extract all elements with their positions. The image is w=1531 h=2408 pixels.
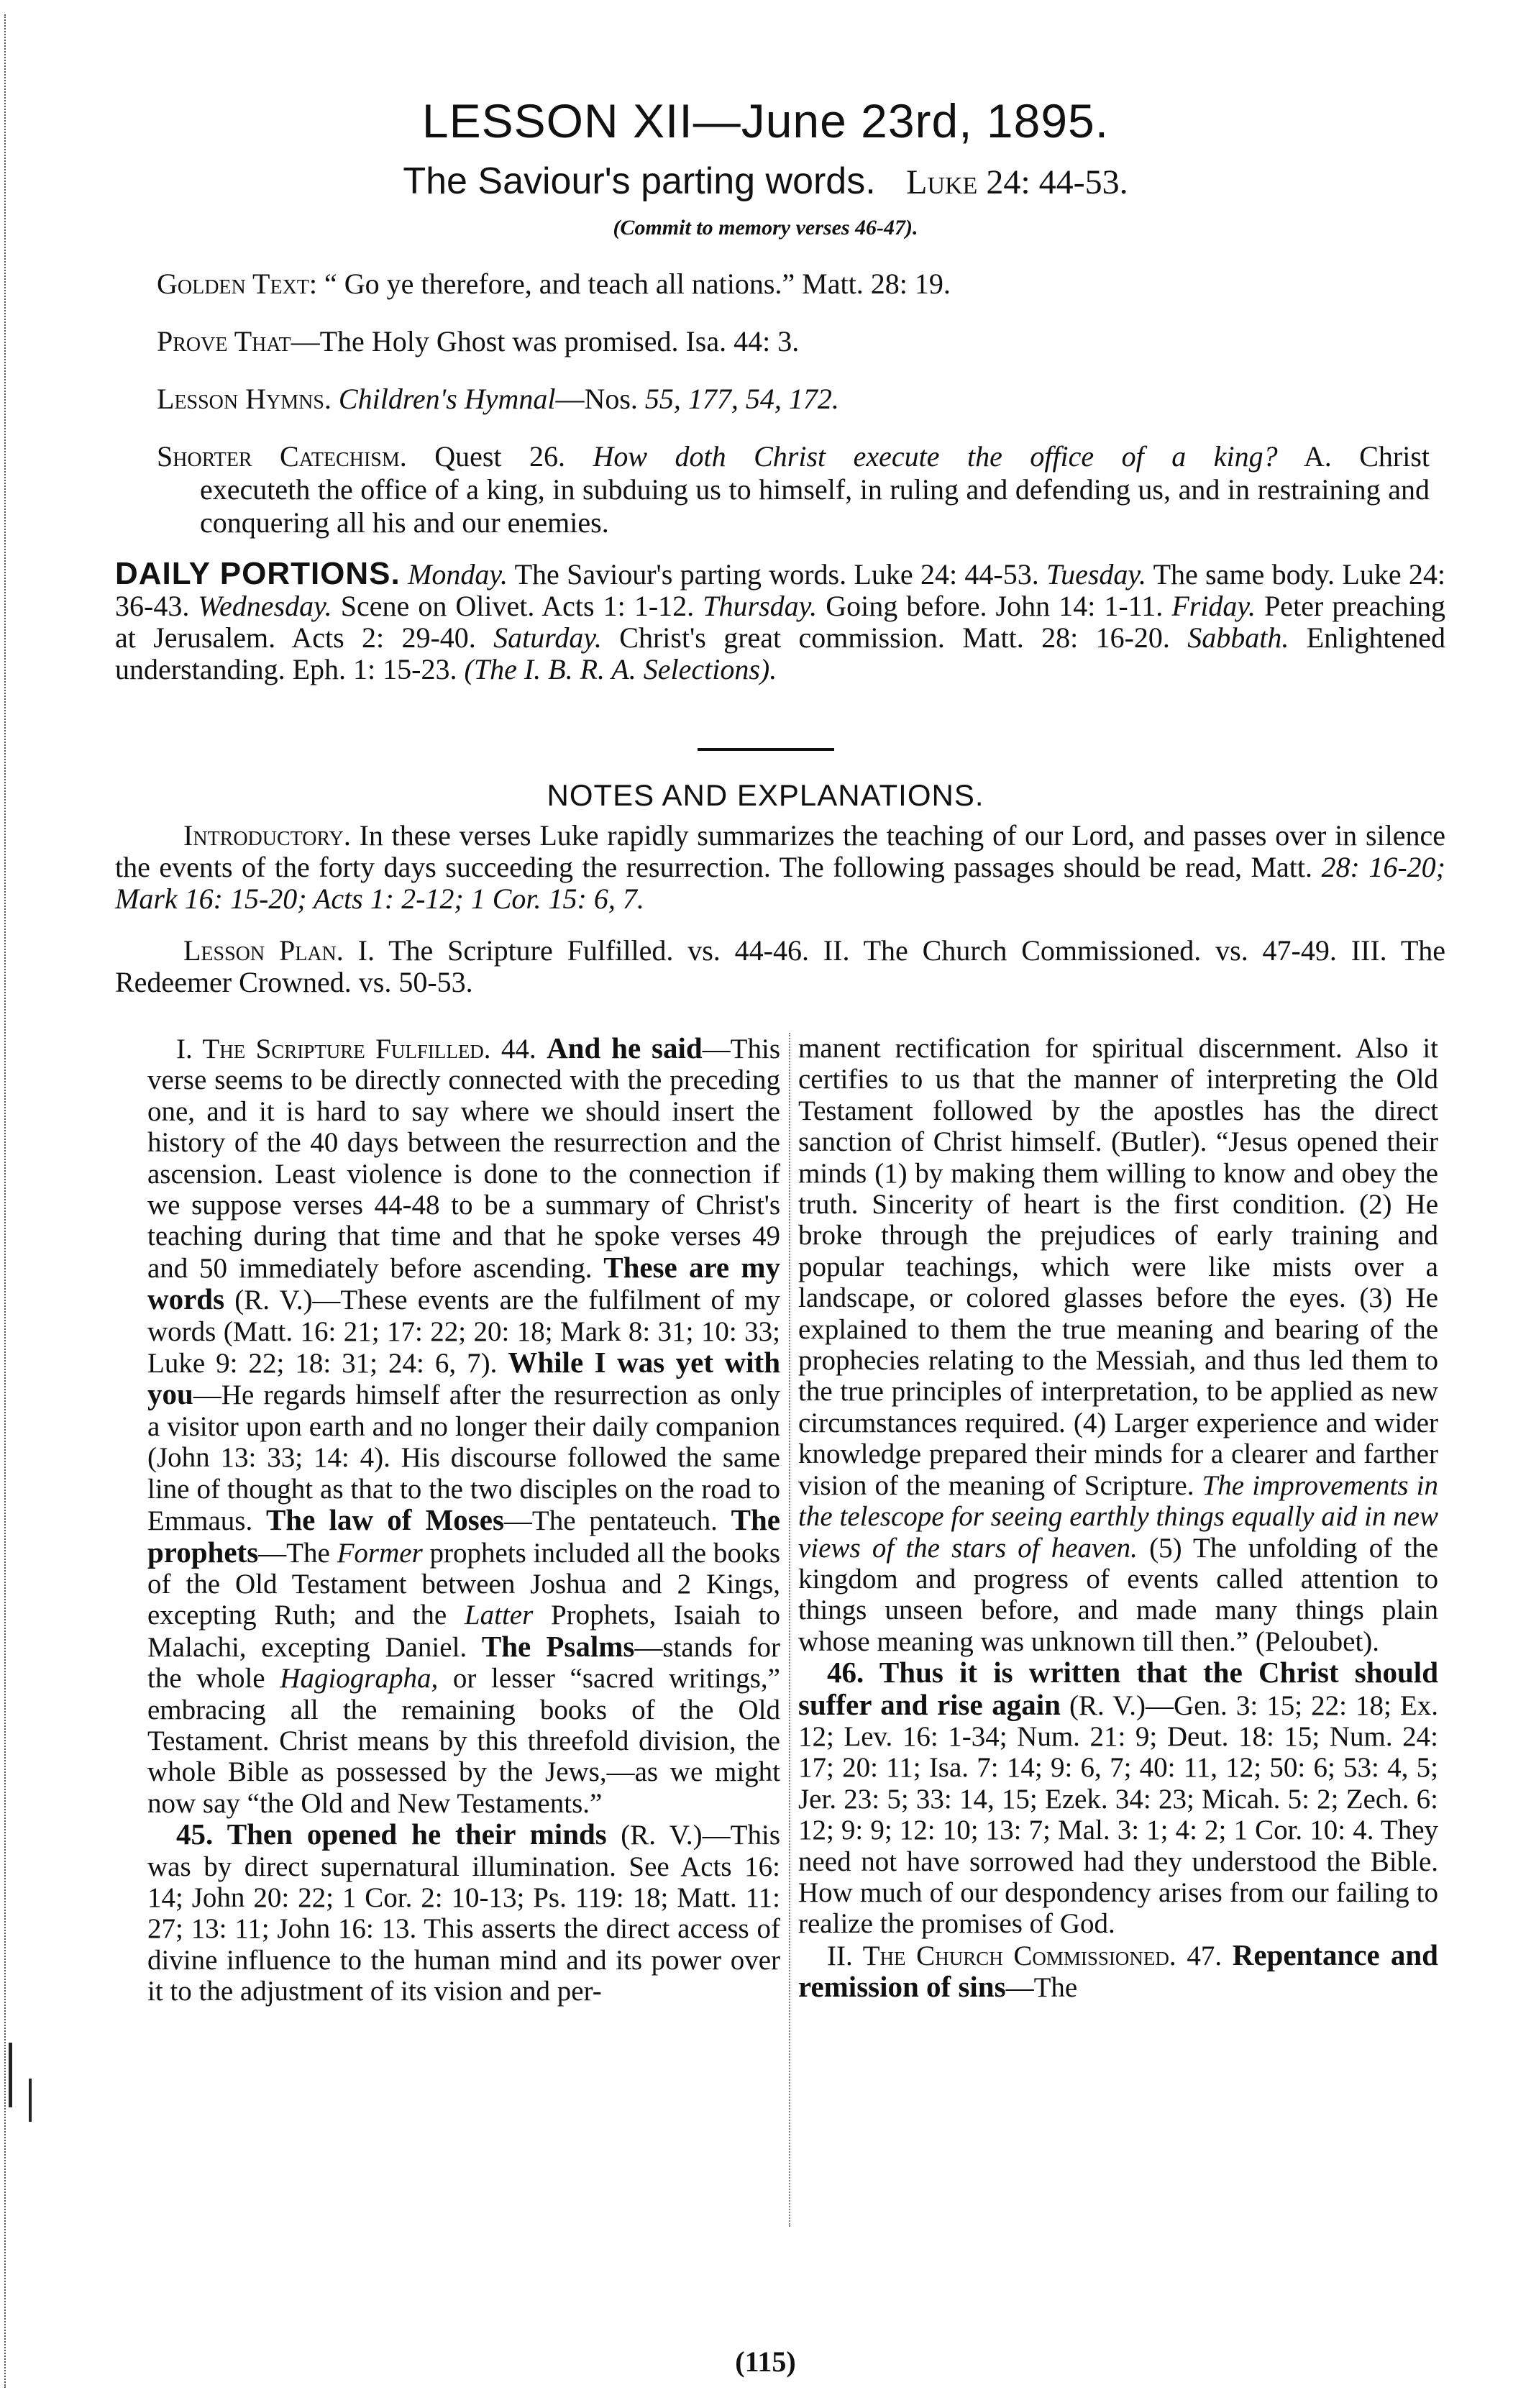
reading-saturday: Christ's great commission. Matt. 28: 16-20. bbox=[619, 621, 1170, 654]
golden-text: : “ Go ye therefore, and teach all nations.” Matt. 28: 19. bbox=[309, 268, 951, 300]
catechism-first-line bbox=[157, 440, 1430, 473]
note-text: —The bbox=[1005, 1972, 1078, 2004]
reading-thursday: Going before. John 14: 1-11. bbox=[826, 590, 1164, 622]
scan-margin-mark bbox=[9, 2043, 12, 2107]
page-number: (115) bbox=[735, 2345, 796, 2378]
introductory-references: 28: 16-20; Mark 16: 15-20; Acts 1: 2-12; 1 Cor. 15: 6, 7. bbox=[115, 851, 1445, 915]
note-italic: Hagiographa, bbox=[280, 1663, 439, 1695]
note-text: —The bbox=[258, 1537, 330, 1569]
commit-note: (Commit to memory verses 46-47). bbox=[613, 216, 918, 240]
note-italic: Latter bbox=[464, 1600, 534, 1631]
note-text: or lesser “sacred writings,” embracing all the remaining books of the Old Testament. Christ means by this threefold division, the whole Bible as possessed by the Jews,—as we might now say “the Old and New Testaments.” bbox=[147, 1663, 780, 1819]
golden-text-line bbox=[157, 268, 1466, 301]
verse-term: While I was yet with you bbox=[147, 1346, 780, 1411]
note-text: Prophets, Isaiah to Malachi, excepting Daniel. bbox=[147, 1600, 780, 1663]
day-thursday: Thursday. bbox=[703, 590, 818, 622]
introductory-paragraph bbox=[115, 820, 1445, 915]
notes-paragraph-45 bbox=[147, 1819, 780, 2007]
hymnal-name: Children's Hymnal bbox=[338, 383, 556, 415]
day-sabbath: Sabbath. bbox=[1187, 621, 1289, 654]
notes-paragraph-45-continued bbox=[798, 1033, 1438, 1657]
note-italic: Former bbox=[337, 1537, 423, 1569]
verse-term: Then opened he their minds bbox=[227, 1818, 607, 1851]
catechism-answer: executeth the office of a king, in subduing us to himself, in ruling and defending us, and in restraining and conquering all his and our enemies. bbox=[200, 473, 1430, 539]
note-text: (5) The unfolding of the kingdom and progress of events called attention to things unseen before, and made many things plain whose meaning was unknown till then.” (Peloubet). bbox=[798, 1532, 1439, 1657]
note-text: —The pentateuch. bbox=[503, 1505, 718, 1537]
day-saturday: Saturday. bbox=[493, 621, 602, 654]
notes-heading: NOTES AND EXPLANATIONS. bbox=[547, 778, 984, 812]
note-text: prophets included all the books of the Old Testament between Joshua and 2 Kings, excepting Ruth; and the bbox=[147, 1537, 781, 1631]
verse-term: Thus it is written that the Christ should suffer and rise again bbox=[798, 1656, 1438, 1721]
daily-portions bbox=[115, 558, 1445, 685]
day-monday: Monday. bbox=[408, 558, 508, 590]
section-divider-rule bbox=[698, 748, 834, 751]
hymn-numbers: 55, 177, 54, 172. bbox=[644, 383, 839, 415]
lesson-plan bbox=[115, 935, 1445, 998]
lesson-plan-text: I. The Scripture Fulfilled. vs. 44-46. II. The Church Commissioned. vs. 47-49. III. The Redeemer Crowned. vs. 50-53. bbox=[115, 934, 1446, 998]
subtitle-reference: Luke 24: 44-53. bbox=[906, 163, 1128, 201]
prove-that-line bbox=[157, 325, 1466, 358]
section-heading-church-commissioned: II. The Church Commissioned. 47. bbox=[827, 1940, 1222, 1971]
day-friday: Friday. bbox=[1171, 590, 1256, 622]
note-text: (R. V.)—Gen. 3: 15; 22: 18; Ex. 12; Lev. 16: 1-34; Num. 21: 9; Deut. 18: 15; Num. 24: 17; 20: 11; Isa. 7: 14; 9: 6, 7; 40: 11, 12; 50: 6; 53: 4, 5; Jer. 23: 5; 33: 14, 15; Ezek. 34: 23; Micah. 5: 2; Zech. 6: 12; 9: 9; 12: 10; 13: 7; Mal. 3: 1; 4: 2; 1 Cor. 10: 4. They need not have sorrowed had they understood the Bible. How much of our despondency arises from our failing to realize the promises of God. bbox=[798, 1689, 1439, 1940]
lesson-title: LESSON XII—June 23rd, 1895. bbox=[421, 94, 1110, 147]
reading-sabbath: Enlightened understanding. Eph. 1: 15-23. bbox=[115, 621, 1446, 685]
lesson-subtitle bbox=[0, 160, 1531, 203]
note-italic: The improvements in the telescope for seeing earthly things equally aid in new views of the stars of heaven. bbox=[798, 1469, 1438, 1564]
verse-number: 46. bbox=[827, 1656, 864, 1689]
note-text: (R. V.)—These events are the fulfilment of my words (Matt. 16: 21; 17: 22; 20: 18; Mark 8: 31; 10: 33; Luke 9: 22; 18: 31; 24: 6, 7). bbox=[147, 1285, 780, 1379]
golden-text-label: Golden Text bbox=[157, 268, 309, 300]
notes-paragraph-46 bbox=[798, 1657, 1438, 1940]
reading-friday: Peter preaching at Jerusalem. Acts 2: 29-40. bbox=[115, 590, 1446, 654]
prove-that-label: Prove That bbox=[157, 325, 291, 357]
verse-term: The Psalms bbox=[481, 1629, 635, 1663]
section-heading-scripture-fulfilled: I. The Scripture Fulfilled. 44. bbox=[176, 1034, 536, 1064]
catechism-answer-start: A. Christ bbox=[1303, 440, 1430, 473]
introductory-text: In these verses Luke rapidly summarizes the teaching of our Lord, and passes over in silence the events of the forty days succeeding the resurrection. The following passages should be read, Matt. bbox=[115, 819, 1445, 883]
note-text: manent rectification for spiritual discernment. Also it certifies to us that the manner of interpreting the Old Testament followed by the apostles has the direct sanction of Christ himself. (Butler). “Jesus opened their minds (1) by making them willing to know and obey the truth. Sincerity of heart is the first condition. (2) He broke through the prejudices of early training and popular teachings, which were like mists over a landscape, or colored glasses before the eyes. (3) He explained to them the true meaning and bearing of the prophecies relating to the Messiah, and thus led them to the true principles of interpretation, to be applied as new circumstances required. (4) Larger experience and wider knowledge prepared their minds for a clearer and farther vision of the meaning of Scripture. bbox=[798, 1033, 1438, 1501]
day-tuesday: Tuesday. bbox=[1046, 558, 1146, 590]
note-text: (R. V.)—This was by direct supernatural illumination. See Acts 16: 14; John 20: 22; 1 Cor. 2: 10-13; Ps. 119: 18; Matt. 11: 27; 13: 11; John 16: 13. This asserts the direct access of divine influence to the human mind and its power over it to the adjustment of its vision and per- bbox=[147, 1820, 781, 2007]
reading-monday: The Saviour's parting words. Luke 24: 44-53. bbox=[514, 558, 1039, 590]
verse-term: Repentance and remission of sins bbox=[798, 1938, 1438, 2004]
hymns-nos: —Nos. bbox=[555, 383, 638, 415]
note-text: —He regards himself after the resurrection as only a visitor upon earth and no longer their daily companion (John 13: 33; 14: 4). His discourse followed the same line of thought as that to the two disciples on the road to Emmaus. bbox=[147, 1379, 780, 1537]
verse-term: The law of Moses bbox=[265, 1503, 504, 1537]
introductory-label: Introductory. bbox=[183, 819, 351, 852]
scan-margin-mark bbox=[29, 2079, 32, 2122]
notes-paragraph-44 bbox=[147, 1033, 780, 1819]
verse-number: 45. bbox=[176, 1818, 214, 1851]
reading-tuesday: The same body. Luke 24: 36-43. bbox=[115, 558, 1446, 622]
verse-term: And he said bbox=[547, 1031, 703, 1064]
note-text: —stands for the whole bbox=[147, 1631, 780, 1695]
subtitle-text: The Saviour's parting words. bbox=[403, 160, 876, 202]
catechism-quest: Quest 26. bbox=[434, 440, 566, 473]
day-wednesday: Wednesday. bbox=[198, 590, 332, 622]
shorter-catechism bbox=[157, 440, 1430, 539]
lesson-hymns-label: Lesson Hymns. bbox=[157, 383, 332, 415]
left-column bbox=[147, 1033, 780, 2007]
daily-portions-heading: DAILY PORTIONS. bbox=[115, 556, 401, 591]
lesson-plan-label: Lesson Plan. bbox=[183, 934, 344, 967]
lesson-hymns-line bbox=[157, 383, 1466, 416]
verse-term: These are my words bbox=[147, 1250, 780, 1316]
selections-note: (The I. B. R. A. Selections). bbox=[464, 653, 777, 685]
catechism-label: Shorter Catechism. bbox=[157, 440, 407, 473]
verse-term: The prophets bbox=[147, 1503, 781, 1569]
notes-paragraph-47 bbox=[798, 1940, 1438, 2004]
scan-edge-shadow bbox=[4, 14, 10, 2388]
prove-that-text: —The Holy Ghost was promised. Isa. 44: 3. bbox=[291, 325, 800, 357]
column-divider bbox=[789, 1033, 790, 2227]
note-text: —This verse seems to be directly connected with the preceding one, and it is hard to say where we should insert the history of the 40 days between the resurrection and the ascension. Least violence is done to the connection if we suppose verses 44-48 to be a summary of Christ's teaching during that time and that he spoke verses 49 and 50 immediately before ascending. bbox=[147, 1034, 780, 1284]
reading-wednesday: Scene on Olivet. Acts 1: 1-12. bbox=[340, 590, 695, 622]
right-column bbox=[798, 1033, 1438, 2004]
catechism-question: How doth Christ execute the office of a king? bbox=[593, 440, 1278, 473]
